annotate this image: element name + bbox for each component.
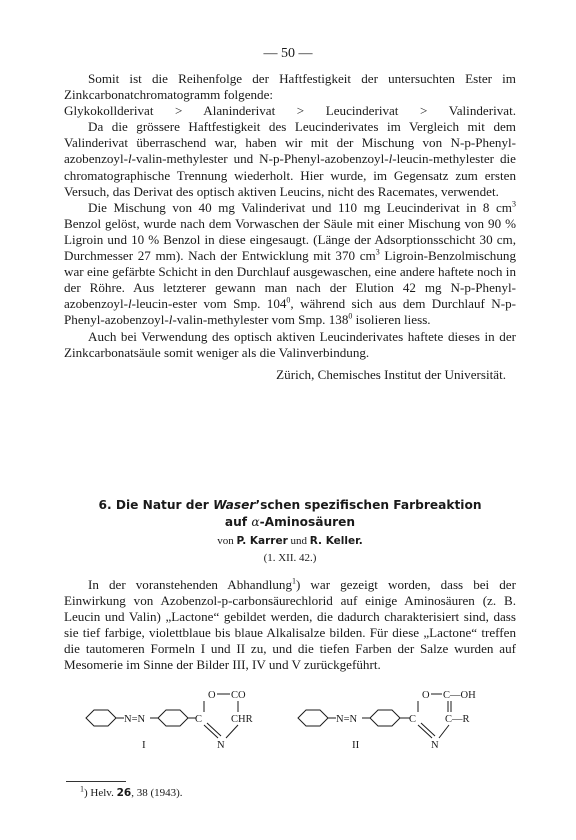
preceding-article-end — [64, 71, 516, 383]
phenyl-ring-1 — [86, 710, 116, 726]
footnote: $^1$) Helv. 26, 38 (1943). — [80, 784, 183, 799]
formula-I-label: I — [142, 739, 146, 751]
paragraph-leucin-comparison: Da die grössere Haftfestigkeit des Leucinderivates im Vergleich mit dem Valinderivat überraschend war, haben wir mit der Mischung von N-p-Phenyl-azobenzoyl-l-valin-methylester und N-p-Phenyl-azobenzoyl-l-leucin-methylester die chromatographische Trennung wiederholt. Hier wurde, im Gegensatz zum ersten Versuch, das Derivat des optisch aktiven Leucins, nicht des Racemates, verwendet. — [64, 119, 516, 199]
formula-I-ring-C: C — [195, 714, 203, 725]
formula-II-ring-C: C — [409, 714, 417, 725]
formula-I-ring-O: O — [208, 690, 216, 701]
article-title-name: Waser — [213, 498, 256, 512]
formula-I-ring-CHR: CHR — [231, 714, 253, 725]
formula-I-azo: N=N — [124, 714, 146, 725]
formula-II-ring-O: O — [422, 690, 430, 701]
formula-II-ring-N: N — [431, 740, 439, 751]
paragraph-order-list: Glykokollderivat > Alaninderivat > Leucinderivat > Valinderivat. — [64, 103, 516, 119]
paragraph-order-intro: Somit ist die Reihenfolge der Haftfestigkeit der untersuchten Ester im Zinkcarbonatchromatogramm folgende: — [64, 71, 516, 103]
article-authors: von P. Karrer und R. Keller. — [217, 535, 363, 547]
article-title — [64, 497, 516, 531]
footnote-divider — [66, 781, 126, 782]
formula-II-ring-CR: C—R — [445, 714, 470, 725]
footnote-ref: 1 — [292, 576, 296, 586]
phenylene-ring-1 — [158, 710, 188, 726]
paragraph-experiment: Die Mischung von 40 mg Valinderivat und 110 mg Leucinderivat in 8 $cm^3$ Benzol gelöst, wurde nach dem Vorwaschen der Säule mit einer Mischung von 90 % Ligroin und 10 % Benzol in diese eingesaugt. (Länge der Adsorptionsschicht 30 cm, Durchmesser 27 mm). Nach der Entwicklung mit 370 $cm^3$ Ligroin-Benzolmischung war eine gefärbte Schicht in den Durchlauf ausgewaschen, eine andere haftete noch in der Röhre. Aus letzterer gewann man nach der Elution 42 mg N-p-Phenyl-azobenzoyl-l-leucin-ester vom Smp. $104^0$, während sich aus dem Durchlauf N-p-Phenyl-azobenzoyl-l-valin-methylester vom Smp. $138^0$ isolieren liess. — [64, 199, 516, 328]
formula-II-azo: N=N — [336, 714, 358, 725]
formula-II — [298, 690, 476, 751]
formula-II-ring-COH: C—OH — [443, 690, 476, 701]
formula-I — [86, 690, 253, 751]
phenylene-ring-2 — [370, 710, 400, 726]
formula-II-label: II — [352, 739, 360, 751]
formula-I-ring-CO: CO — [231, 690, 246, 701]
article-intro-paragraph: In der voranstehenden Abhandlung$^1$) war gezeigt worden, dass bei der Einwirkung von Azobenzol-p-carbonsäurechlorid auf einige Aminosäuren (z. B. Leucin und Valin) „Lactone“ gebildet werden, die dadurch charakterisiert sind, dass sie tief farbige, violettblaue bis blaue Alkalisalze bilden. Für diese „Lactone“ treffen die tautomeren Formeln I und II zu, und die tiefen Farben der Salze wurden auf Mesomerie im Sinne der Bilder III, IV und V zurückgeführt. — [64, 576, 516, 673]
paragraph-conclusion: Auch bei Verwendung des optisch aktiven Leucinderivates haftete dieses in der Zinkcarbonatsäule somit weniger als die Valinverbindung. — [64, 328, 516, 360]
author-keller: R. Keller. — [309, 535, 363, 547]
structural-formulas — [76, 688, 516, 780]
author-karrer: P. Karrer — [236, 535, 288, 547]
article-title-line1: 6. Die Natur der Waser’schen spezifischen Farbreaktion — [98, 498, 482, 512]
institution-signoff: Zürich, Chemisches Institut der Universität. — [276, 366, 506, 382]
formula-I-ring-N: N — [217, 740, 225, 751]
phenyl-ring-2 — [298, 710, 328, 726]
article-body — [64, 577, 516, 674]
article-title-line2: auf α-Aminosäuren — [224, 515, 356, 529]
page-number: — 50 — — [263, 46, 313, 61]
article-date: (1. XII. 42.) — [263, 552, 317, 564]
